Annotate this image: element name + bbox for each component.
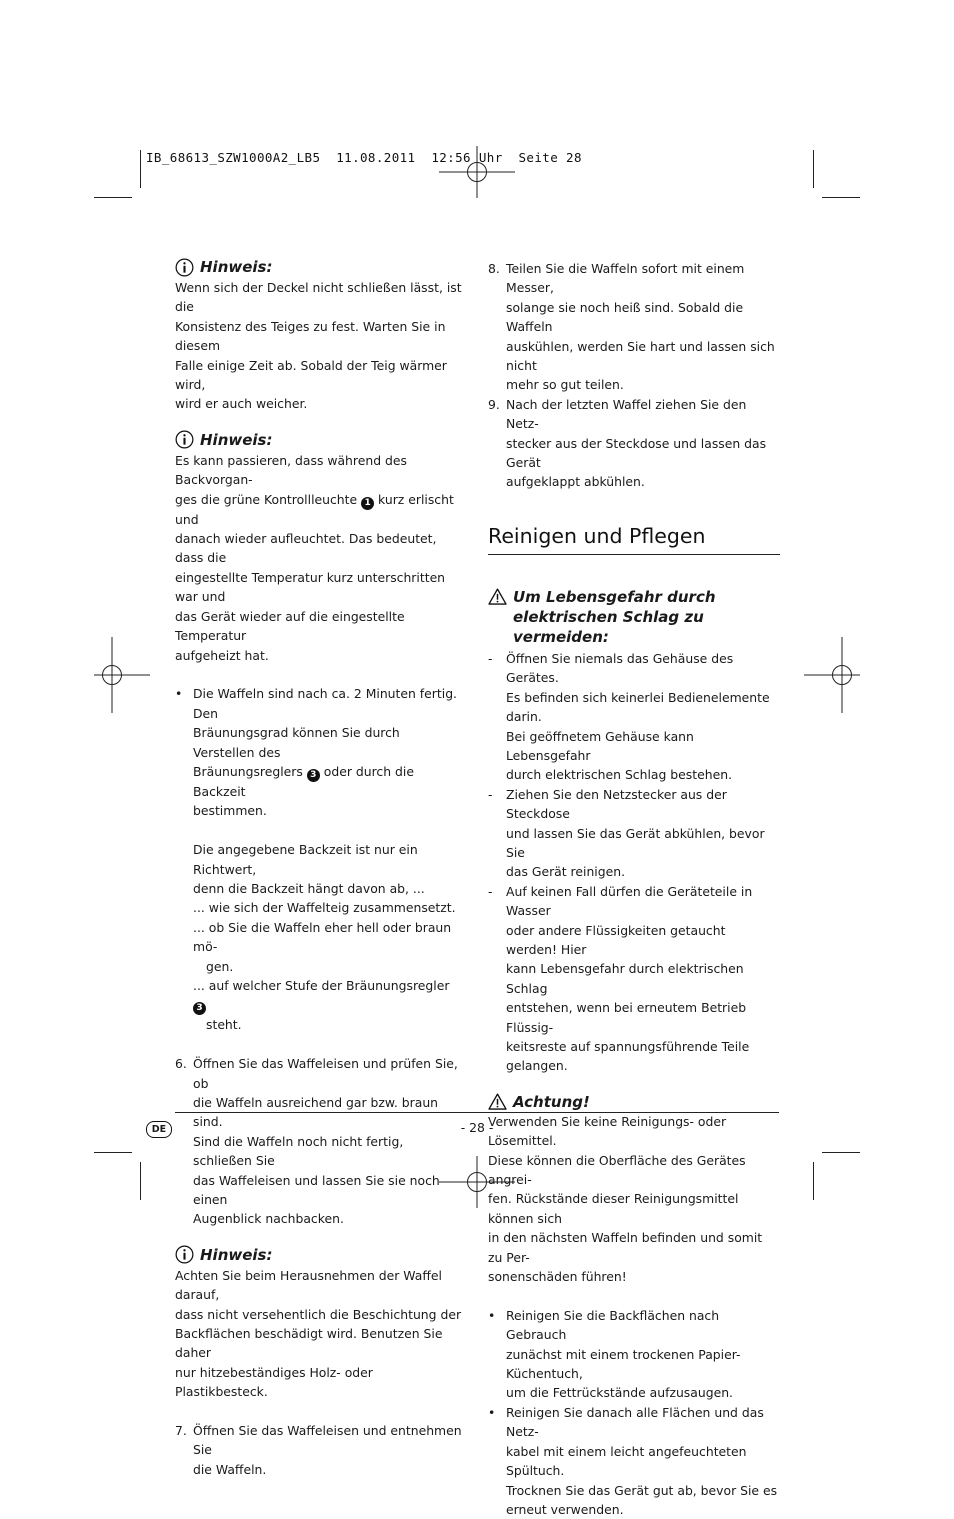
- note-3: [175, 1245, 465, 1402]
- text-line: Es kann passieren, dass während des Backvorgan-: [175, 452, 407, 488]
- step-number: 8.: [488, 261, 500, 276]
- text-line: dass nicht versehentlich die Beschichtung der: [175, 1306, 462, 1322]
- bullet-item: [175, 684, 465, 1034]
- text-line: danach wieder aufleuchtet. Das bedeutet, dass die: [175, 531, 437, 566]
- bullet-marker: •: [175, 686, 183, 702]
- text-line: das Waffeleisen und lassen Sie sie noch einen: [193, 1172, 440, 1208]
- note-heading: Hinweis:: [200, 258, 273, 276]
- info-icon: [175, 1245, 194, 1264]
- text-line: fen. Rückstände dieser Reinigungsmittel können sich: [488, 1191, 739, 1226]
- step-8: [488, 259, 780, 395]
- registration-mark-right: [804, 637, 880, 713]
- text-line: kabel mit einem leicht angefeuchteten Spültuch.: [506, 1443, 747, 1479]
- bullet-marker: •: [488, 1307, 496, 1323]
- registration-mark-top: [439, 134, 515, 210]
- text-line: Verwenden Sie keine Reinigungs- oder Lösemittel.: [488, 1113, 727, 1149]
- list-item: [488, 649, 780, 785]
- text-line: Es befinden sich keinerlei Bedienelemente darin.: [506, 689, 770, 725]
- right-column: [488, 259, 780, 1519]
- step-9: [488, 395, 780, 492]
- text-line: ... wie sich der Waffelteig zusammensetzt.: [193, 900, 456, 916]
- text-line: in den nächsten Waffeln befinden und somit zu Per-: [488, 1230, 763, 1265]
- text-line: die Waffeln.: [193, 1461, 267, 1477]
- dash-marker: -: [488, 786, 493, 802]
- text-line: aufgeklappt abkühlen.: [506, 474, 645, 490]
- step-number: 7.: [175, 1423, 187, 1439]
- bullet-item: [488, 1306, 780, 1403]
- text-line: Ziehen Sie den Netzstecker aus der Steckdose: [506, 786, 727, 822]
- text-line: um die Fettrückstände aufzusaugen.: [506, 1385, 733, 1401]
- note-1: [175, 257, 465, 414]
- text-line: erneut verwenden.: [506, 1501, 624, 1517]
- browning-control-number-icon: 3: [193, 1002, 206, 1015]
- text-line: Öffnen Sie niemals das Gehäuse des Gerätes.: [506, 650, 734, 686]
- text-line: bestimmen.: [193, 803, 267, 819]
- caution-heading: Achtung!: [513, 1092, 590, 1111]
- text-line: denn die Backzeit hängt davon ab, ...: [193, 880, 425, 896]
- text-line: keitsreste auf spannungsführende Teile: [506, 1039, 750, 1054]
- text-line: das Gerät reinigen.: [506, 864, 626, 880]
- text-line: Öffnen Sie das Waffeleisen und prüfen Sie, ob: [193, 1056, 458, 1091]
- text-line: solange sie noch heiß sind. Sobald die Waffeln: [506, 299, 744, 335]
- list-item: [488, 785, 780, 882]
- text-line: steht.: [206, 1017, 242, 1033]
- text-line: oder andere Flüssigkeiten getaucht werden! Hier: [506, 922, 726, 957]
- text-line: wird er auch weicher.: [175, 396, 308, 412]
- step-6: [175, 1054, 465, 1229]
- text-line: Bräunungsgrad können Sie durch Verstellen des: [193, 725, 400, 760]
- left-column: [175, 257, 465, 1479]
- text-line: sonenschäden führen!: [488, 1269, 627, 1285]
- text-line: Achten Sie beim Herausnehmen der Waffel darauf,: [175, 1267, 442, 1303]
- text-line: Nach der letzten Waffel ziehen Sie den Netz-: [506, 396, 747, 432]
- text-line: die Waffeln ausreichend gar bzw. braun sind.: [193, 1094, 439, 1130]
- text-line: Backflächen beschädigt wird. Benutzen Sie daher: [175, 1326, 443, 1361]
- language-badge: DE: [146, 1121, 172, 1138]
- text-line: gen.: [206, 958, 234, 974]
- text-line: Diese können die Oberfläche des Gerätes angrei-: [488, 1152, 746, 1188]
- text-line: zunächst mit einem trockenen Papier-Küchentuch,: [506, 1346, 741, 1382]
- step-number: 6.: [175, 1056, 187, 1072]
- text-line: stecker aus der Steckdose und lassen das Gerät: [506, 435, 767, 471]
- text-line: gelangen.: [506, 1058, 568, 1074]
- text-fragment: ges die grüne Kontrollleuchte: [175, 491, 358, 507]
- text-fragment: kurz erlischt und: [175, 491, 454, 527]
- text-fragment: Bräunungsreglers: [193, 763, 303, 779]
- text-line: Teilen Sie die Waffeln sofort mit einem Messer,: [506, 261, 745, 296]
- text-line: Wenn sich der Deckel nicht schließen lässt, ist die: [175, 280, 462, 315]
- note-2: [175, 430, 465, 665]
- warning-icon: [488, 1093, 507, 1110]
- text-line: Die Waffeln sind nach ca. 2 Minuten fertig. Den: [193, 686, 457, 721]
- text-line: ... ob Sie die Waffeln eher hell oder braun mö-: [193, 919, 452, 955]
- text-fragment: ... auf welcher Stufe der Bräunungsregler: [193, 977, 450, 993]
- list-item: [488, 882, 780, 1076]
- bullet-item: [488, 1403, 780, 1519]
- info-icon: [175, 258, 194, 277]
- text-line: entstehen, wenn bei erneutem Betrieb Flüssig-: [506, 1000, 747, 1035]
- text-line: und lassen Sie das Gerät abkühlen, bevor Sie: [506, 825, 765, 860]
- warning-icon: [488, 588, 507, 605]
- text-line: Augenblick nachbacken.: [193, 1211, 344, 1227]
- text-line: [193, 762, 465, 801]
- text-line: Trocknen Sie das Gerät gut ab, bevor Sie es: [506, 1482, 778, 1498]
- note-heading: Hinweis:: [200, 430, 273, 449]
- warning-heading-line: elektrischen Schlag zu vermeiden:: [513, 607, 704, 646]
- caution-block: [488, 1092, 780, 1287]
- note-heading: Hinweis:: [200, 1245, 273, 1264]
- control-lamp-number-icon: 1: [361, 497, 374, 510]
- text-line: Öffnen Sie das Waffeleisen und entnehmen Sie: [193, 1423, 462, 1458]
- info-icon: [175, 430, 194, 449]
- text-line: Reinigen Sie die Backflächen nach Gebrauch: [506, 1307, 720, 1343]
- bullet-marker: •: [488, 1404, 496, 1420]
- text-line: [175, 490, 465, 529]
- text-line: Konsistenz des Teiges zu fest. Warten Sie in diesem: [175, 318, 446, 354]
- text-line: eingestellte Temperatur kurz unterschritten war und: [175, 569, 446, 605]
- page-number: - 28 -: [460, 1120, 494, 1135]
- text-line: Sind die Waffeln noch nicht fertig, schließen Sie: [193, 1133, 404, 1169]
- text-line: auskühlen, werden Sie hart und lassen sich nicht: [506, 338, 775, 374]
- text-line: mehr so gut teilen.: [506, 377, 624, 393]
- text-fragment: oder durch die Backzeit: [193, 763, 414, 799]
- text-line: Auf keinen Fall dürfen die Geräteteile in Wasser: [506, 883, 753, 919]
- text-line: [193, 976, 465, 1015]
- text-line: kann Lebensgefahr durch elektrischen Schlag: [506, 961, 744, 996]
- text-line: durch elektrischen Schlag bestehen.: [506, 767, 733, 783]
- dash-marker: -: [488, 883, 493, 899]
- warning-block: [488, 587, 780, 1076]
- print-slug: IB_68613_SZW1000A2_LB5 11.08.2011 12:56 Uhr Seite 28: [146, 150, 582, 165]
- section-title: Reinigen und Pflegen: [488, 522, 780, 555]
- step-number: 9.: [488, 396, 500, 412]
- browning-control-number-icon: 3: [307, 769, 320, 782]
- text-line: Reinigen Sie danach alle Flächen und das Netz-: [506, 1404, 764, 1440]
- text-line: das Gerät wieder auf die eingestellte Temperatur: [175, 608, 405, 644]
- text-line: Bei geöffnetem Gehäuse kann Lebensgefahr: [506, 728, 694, 763]
- text-line: nur hitzebeständiges Holz- oder Plastikbesteck.: [175, 1364, 373, 1400]
- text-line: aufgeheizt hat.: [175, 647, 269, 663]
- dash-marker: -: [488, 650, 493, 666]
- registration-mark-left: [74, 637, 150, 713]
- step-7: [175, 1421, 465, 1479]
- text-line: Falle einige Zeit ab. Sobald der Teig wärmer wird,: [175, 357, 447, 393]
- text-line: Die angegebene Backzeit ist nur ein Richtwert,: [193, 842, 418, 877]
- footer-rule: [175, 1112, 779, 1113]
- warning-heading-line: Um Lebensgefahr durch: [513, 587, 716, 606]
